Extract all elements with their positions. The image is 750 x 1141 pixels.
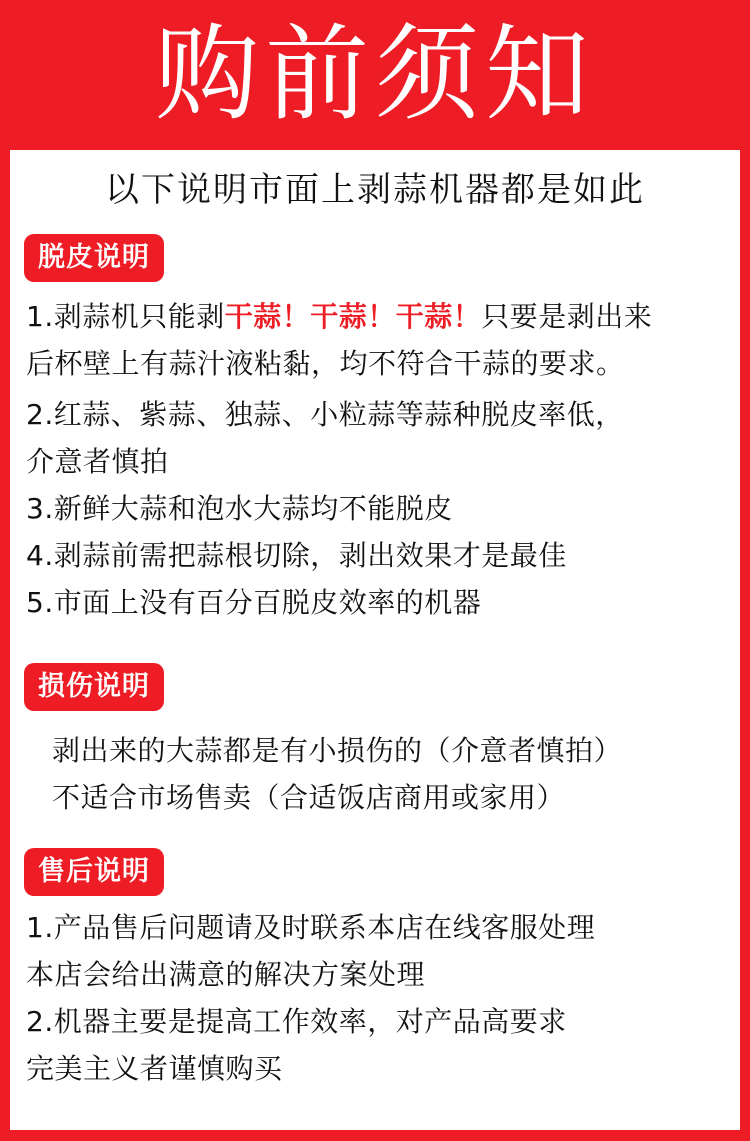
aftersales-item-2: 2.机器主要是提高工作效率，对产品高要求 (26, 1005, 567, 1038)
peeling-list (26, 293, 726, 626)
page-title: 购前须知 (154, 13, 595, 135)
peeling-item-1: 1.剥蒜机只能剥干蒜！干蒜！干蒜！只要是剥出来 (26, 300, 653, 333)
damage-list (52, 727, 726, 821)
peeling-item-5: 5.市面上没有百分百脱皮效率的机器 (26, 586, 482, 619)
peeling-item-2: 2.红蒜、紫蒜、独蒜、小粒蒜等蒜种脱皮率低， (26, 398, 624, 431)
dry-garlic-emphasis-1: 干蒜！ (224, 300, 311, 333)
subtitle: 以下说明市面上剥蒜机器都是如此 (105, 170, 645, 210)
damage-badge: 损伤说明 (24, 663, 164, 711)
aftersales-badge: 售后说明 (24, 848, 164, 896)
peeling-item-4: 4.剥蒜前需把蒜根切除，剥出效果才是最佳 (26, 539, 567, 572)
peeling-item-2-cont: 介意者慎拍 (26, 445, 169, 478)
peeling-badge: 脱皮说明 (24, 234, 164, 282)
dry-garlic-emphasis-3: 干蒜！ (395, 300, 482, 333)
damage-line-2: 不适合市场售卖（合适饭店商用或家用） (52, 781, 566, 814)
aftersales-list (26, 904, 726, 1092)
aftersales-item-1: 1.产品售后问题请及时联系本店在线客服处理 (26, 911, 596, 944)
peeling-item-1-cont: 后杯壁上有蒜汁液粘黏，均不符合干蒜的要求。 (26, 347, 625, 380)
peeling-item-3: 3.新鲜大蒜和泡水大蒜均不能脱皮 (26, 492, 453, 525)
dry-garlic-emphasis-2: 干蒜！ (310, 300, 396, 333)
damage-line-1: 剥出来的大蒜都是有小损伤的（介意者慎拍） (52, 734, 623, 767)
notice-card (10, 150, 740, 1130)
aftersales-item-1-cont: 本店会给出满意的解决方案处理 (26, 958, 426, 991)
aftersales-item-2-cont: 完美主义者谨慎购买 (26, 1052, 283, 1085)
